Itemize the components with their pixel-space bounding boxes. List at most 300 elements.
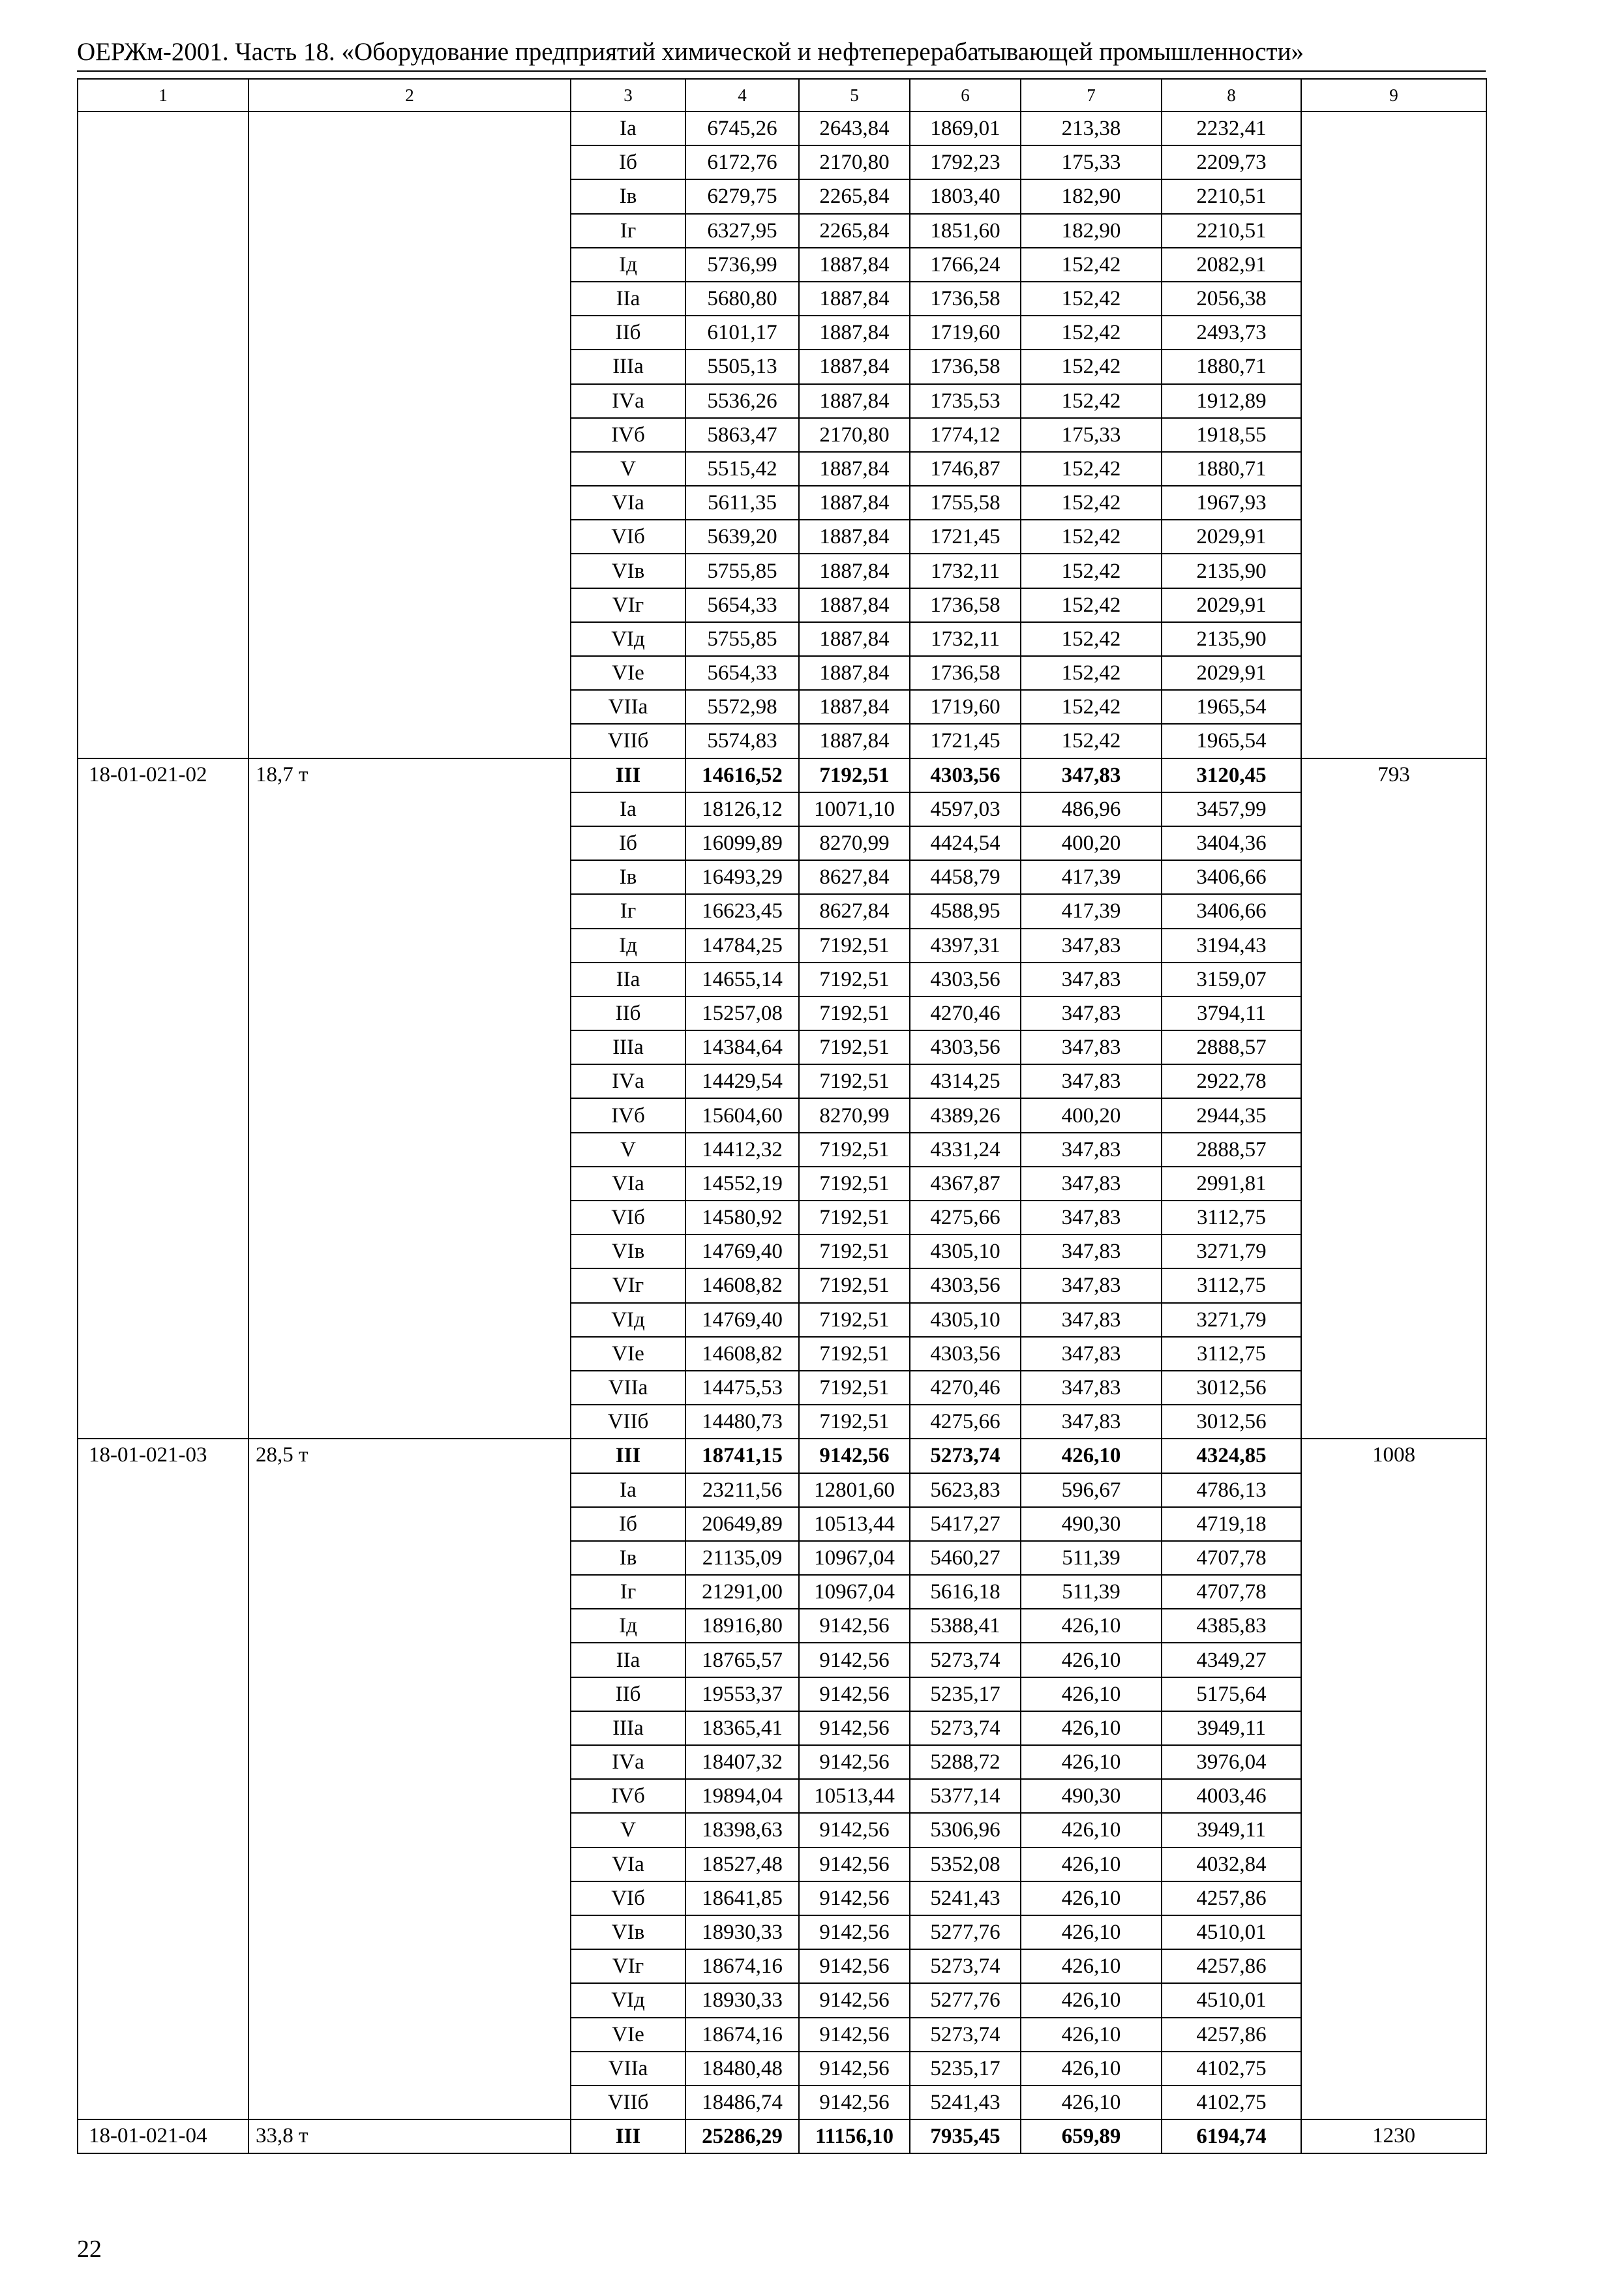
zone-cell: Iб bbox=[571, 145, 685, 179]
value-cell: 426,10 bbox=[1021, 1711, 1162, 1745]
value-cell: 4257,86 bbox=[1162, 1881, 1301, 1915]
value-cell: 10513,44 bbox=[799, 1779, 910, 1813]
zone-cell: Iв bbox=[571, 860, 685, 894]
value-cell: 2056,38 bbox=[1162, 282, 1301, 316]
zone-cell: VIб bbox=[571, 1201, 685, 1234]
column-number-row bbox=[78, 79, 1486, 112]
zone-cell: IIб bbox=[571, 316, 685, 350]
value-cell: 1851,60 bbox=[910, 214, 1021, 248]
value-cell: 5235,17 bbox=[910, 2052, 1021, 2086]
value-cell: 5273,74 bbox=[910, 1643, 1021, 1677]
value-cell: 1887,84 bbox=[799, 656, 910, 690]
item-mass-cell: 33,8 т bbox=[248, 2119, 571, 2153]
zone-cell: VIв bbox=[571, 1915, 685, 1949]
value-cell: 5388,41 bbox=[910, 1609, 1021, 1643]
zone-cell: IIа bbox=[571, 963, 685, 996]
value-cell: 14384,64 bbox=[685, 1030, 799, 1064]
value-cell: 486,96 bbox=[1021, 792, 1162, 826]
value-cell: 1887,84 bbox=[799, 282, 910, 316]
value-cell: 4032,84 bbox=[1162, 1848, 1301, 1881]
value-cell: 3112,75 bbox=[1162, 1337, 1301, 1371]
value-cell: 4275,66 bbox=[910, 1201, 1021, 1234]
value-cell: 15257,08 bbox=[685, 996, 799, 1030]
value-cell: 6194,74 bbox=[1162, 2119, 1301, 2153]
value-cell: 3406,66 bbox=[1162, 860, 1301, 894]
value-cell: 19894,04 bbox=[685, 1779, 799, 1813]
column-number: 9 bbox=[1301, 79, 1486, 112]
value-cell: 9142,56 bbox=[799, 1915, 910, 1949]
zone-cell: Iб bbox=[571, 1507, 685, 1541]
value-cell: 3159,07 bbox=[1162, 963, 1301, 996]
value-cell: 5277,76 bbox=[910, 1915, 1021, 1949]
value-cell: 2888,57 bbox=[1162, 1133, 1301, 1167]
value-cell: 152,42 bbox=[1021, 350, 1162, 383]
value-cell: 1965,54 bbox=[1162, 690, 1301, 724]
value-cell: 18480,48 bbox=[685, 2052, 799, 2086]
value-cell: 9142,56 bbox=[799, 1609, 910, 1643]
value-cell: 596,67 bbox=[1021, 1473, 1162, 1507]
value-cell: 182,90 bbox=[1021, 214, 1162, 248]
value-cell: 5572,98 bbox=[685, 690, 799, 724]
column-number: 8 bbox=[1162, 79, 1301, 112]
value-cell: 10967,04 bbox=[799, 1575, 910, 1609]
value-cell: 1735,53 bbox=[910, 384, 1021, 418]
value-cell: 5277,76 bbox=[910, 1983, 1021, 2017]
value-cell: 4707,78 bbox=[1162, 1541, 1301, 1575]
value-cell: 19553,37 bbox=[685, 1677, 799, 1711]
value-cell: 175,33 bbox=[1021, 418, 1162, 452]
value-cell: 5755,85 bbox=[685, 554, 799, 588]
value-cell: 10071,10 bbox=[799, 792, 910, 826]
value-cell: 1746,87 bbox=[910, 452, 1021, 486]
value-cell: 490,30 bbox=[1021, 1779, 1162, 1813]
value-cell: 5536,26 bbox=[685, 384, 799, 418]
value-cell: 1766,24 bbox=[910, 248, 1021, 282]
value-cell: 5235,17 bbox=[910, 1677, 1021, 1711]
value-cell: 5654,33 bbox=[685, 588, 799, 622]
value-cell: 18486,74 bbox=[685, 2086, 799, 2119]
value-cell: 426,10 bbox=[1021, 1745, 1162, 1779]
zone-cell: V bbox=[571, 1133, 685, 1167]
value-cell: 4275,66 bbox=[910, 1405, 1021, 1439]
value-cell: 152,42 bbox=[1021, 554, 1162, 588]
value-cell: 426,10 bbox=[1021, 1813, 1162, 1847]
value-cell: 4367,87 bbox=[910, 1167, 1021, 1201]
value-cell: 9142,56 bbox=[799, 1745, 910, 1779]
value-cell: 7192,51 bbox=[799, 996, 910, 1030]
value-cell: 347,83 bbox=[1021, 1337, 1162, 1371]
zone-cell: IVб bbox=[571, 418, 685, 452]
value-cell: 347,83 bbox=[1021, 1234, 1162, 1268]
value-cell: 10967,04 bbox=[799, 1541, 910, 1575]
value-cell: 3949,11 bbox=[1162, 1813, 1301, 1847]
value-cell: 426,10 bbox=[1021, 2052, 1162, 2086]
value-cell: 426,10 bbox=[1021, 1848, 1162, 1881]
value-cell: 1912,89 bbox=[1162, 384, 1301, 418]
zone-cell: VIв bbox=[571, 1234, 685, 1268]
value-cell: 18765,57 bbox=[685, 1643, 799, 1677]
value-cell: 1887,84 bbox=[799, 724, 910, 758]
column-number: 7 bbox=[1021, 79, 1162, 112]
value-cell: 2082,91 bbox=[1162, 248, 1301, 282]
zone-cell: III bbox=[571, 2119, 685, 2153]
value-cell: 2922,78 bbox=[1162, 1064, 1301, 1098]
value-cell: 400,20 bbox=[1021, 826, 1162, 860]
value-cell: 4597,03 bbox=[910, 792, 1021, 826]
item-code-cell: 18-01-021-04 bbox=[78, 2119, 248, 2153]
value-cell: 18641,85 bbox=[685, 1881, 799, 1915]
zone-cell: VIIа bbox=[571, 690, 685, 724]
zone-cell: VIIб bbox=[571, 2086, 685, 2119]
value-cell: 4303,56 bbox=[910, 1030, 1021, 1064]
value-cell: 3976,04 bbox=[1162, 1745, 1301, 1779]
zone-cell: Iд bbox=[571, 248, 685, 282]
value-cell: 3794,11 bbox=[1162, 996, 1301, 1030]
value-cell: 1736,58 bbox=[910, 588, 1021, 622]
value-cell: 2991,81 bbox=[1162, 1167, 1301, 1201]
zone-cell: IIIа bbox=[571, 1030, 685, 1064]
zone-cell: VIг bbox=[571, 1268, 685, 1302]
value-cell: 347,83 bbox=[1021, 1167, 1162, 1201]
zone-cell: IVб bbox=[571, 1779, 685, 1813]
value-cell: 1967,93 bbox=[1162, 486, 1301, 520]
value-cell: 2210,51 bbox=[1162, 179, 1301, 213]
value-cell: 4303,56 bbox=[910, 1337, 1021, 1371]
value-cell: 6172,76 bbox=[685, 145, 799, 179]
value-cell: 14580,92 bbox=[685, 1201, 799, 1234]
value-cell: 2232,41 bbox=[1162, 112, 1301, 145]
value-cell: 18930,33 bbox=[685, 1983, 799, 2017]
value-cell: 2029,91 bbox=[1162, 588, 1301, 622]
value-cell: 2029,91 bbox=[1162, 520, 1301, 554]
value-cell: 18674,16 bbox=[685, 1949, 799, 1983]
value-cell: 152,42 bbox=[1021, 622, 1162, 656]
value-cell: 1887,84 bbox=[799, 248, 910, 282]
value-cell: 152,42 bbox=[1021, 384, 1162, 418]
column-number: 5 bbox=[799, 79, 910, 112]
value-cell: 347,83 bbox=[1021, 929, 1162, 963]
item-code-cell bbox=[78, 112, 248, 758]
value-cell: 14769,40 bbox=[685, 1234, 799, 1268]
value-cell: 3457,99 bbox=[1162, 792, 1301, 826]
zone-cell: IVб bbox=[571, 1098, 685, 1132]
zone-cell: VIд bbox=[571, 1303, 685, 1337]
value-cell: 7192,51 bbox=[799, 1405, 910, 1439]
value-cell: 4424,54 bbox=[910, 826, 1021, 860]
value-cell: 9142,56 bbox=[799, 2086, 910, 2119]
value-cell: 2643,84 bbox=[799, 112, 910, 145]
zone-cell: VIв bbox=[571, 554, 685, 588]
value-cell: 21135,09 bbox=[685, 1541, 799, 1575]
column9-cell: 793 bbox=[1301, 758, 1486, 1439]
value-cell: 5755,85 bbox=[685, 622, 799, 656]
value-cell: 426,10 bbox=[1021, 1677, 1162, 1711]
column9-cell: 1230 bbox=[1301, 2119, 1486, 2153]
value-cell: 4458,79 bbox=[910, 860, 1021, 894]
value-cell: 400,20 bbox=[1021, 1098, 1162, 1132]
price-table-body bbox=[78, 79, 1486, 2153]
value-cell: 152,42 bbox=[1021, 316, 1162, 350]
value-cell: 4786,13 bbox=[1162, 1473, 1301, 1507]
value-cell: 426,10 bbox=[1021, 1915, 1162, 1949]
value-cell: 1774,12 bbox=[910, 418, 1021, 452]
value-cell: 15604,60 bbox=[685, 1098, 799, 1132]
value-cell: 1887,84 bbox=[799, 486, 910, 520]
value-cell: 1736,58 bbox=[910, 350, 1021, 383]
value-cell: 152,42 bbox=[1021, 588, 1162, 622]
value-cell: 5273,74 bbox=[910, 1949, 1021, 1983]
zone-cell: IVа bbox=[571, 1745, 685, 1779]
value-cell: 5273,74 bbox=[910, 1439, 1021, 1473]
value-cell: 2265,84 bbox=[799, 214, 910, 248]
zone-cell: IIб bbox=[571, 996, 685, 1030]
value-cell: 4305,10 bbox=[910, 1303, 1021, 1337]
value-cell: 3406,66 bbox=[1162, 894, 1301, 928]
value-cell: 417,39 bbox=[1021, 860, 1162, 894]
value-cell: 426,10 bbox=[1021, 1643, 1162, 1677]
value-cell: 2170,80 bbox=[799, 418, 910, 452]
value-cell: 14552,19 bbox=[685, 1167, 799, 1201]
value-cell: 1918,55 bbox=[1162, 418, 1301, 452]
value-cell: 5680,80 bbox=[685, 282, 799, 316]
value-cell: 347,83 bbox=[1021, 963, 1162, 996]
table-row bbox=[78, 758, 1486, 792]
value-cell: 3271,79 bbox=[1162, 1234, 1301, 1268]
zone-cell: Iа bbox=[571, 1473, 685, 1507]
value-cell: 9142,56 bbox=[799, 2018, 910, 2052]
item-code-cell: 18-01-021-02 bbox=[78, 758, 248, 1439]
value-cell: 213,38 bbox=[1021, 112, 1162, 145]
value-cell: 11156,10 bbox=[799, 2119, 910, 2153]
value-cell: 1887,84 bbox=[799, 452, 910, 486]
value-cell: 2888,57 bbox=[1162, 1030, 1301, 1064]
value-cell: 426,10 bbox=[1021, 1983, 1162, 2017]
value-cell: 4314,25 bbox=[910, 1064, 1021, 1098]
value-cell: 1869,01 bbox=[910, 112, 1021, 145]
zone-cell: VIб bbox=[571, 520, 685, 554]
value-cell: 1732,11 bbox=[910, 622, 1021, 656]
value-cell: 7192,51 bbox=[799, 1133, 910, 1167]
value-cell: 3012,56 bbox=[1162, 1371, 1301, 1405]
table-row bbox=[78, 2119, 1486, 2153]
value-cell: 152,42 bbox=[1021, 248, 1162, 282]
zone-cell: IIа bbox=[571, 1643, 685, 1677]
item-code-cell: 18-01-021-03 bbox=[78, 1439, 248, 2119]
value-cell: 4331,24 bbox=[910, 1133, 1021, 1167]
value-cell: 2944,35 bbox=[1162, 1098, 1301, 1132]
value-cell: 4257,86 bbox=[1162, 1949, 1301, 1983]
value-cell: 6745,26 bbox=[685, 112, 799, 145]
value-cell: 426,10 bbox=[1021, 2018, 1162, 2052]
value-cell: 4270,46 bbox=[910, 996, 1021, 1030]
value-cell: 6279,75 bbox=[685, 179, 799, 213]
value-cell: 4707,78 bbox=[1162, 1575, 1301, 1609]
value-cell: 4349,27 bbox=[1162, 1643, 1301, 1677]
price-table bbox=[77, 78, 1487, 2154]
value-cell: 14608,82 bbox=[685, 1268, 799, 1302]
value-cell: 7192,51 bbox=[799, 963, 910, 996]
zone-cell: VIд bbox=[571, 1983, 685, 2017]
value-cell: 426,10 bbox=[1021, 1881, 1162, 1915]
value-cell: 1887,84 bbox=[799, 384, 910, 418]
value-cell: 14616,52 bbox=[685, 758, 799, 792]
value-cell: 1887,84 bbox=[799, 554, 910, 588]
value-cell: 1887,84 bbox=[799, 588, 910, 622]
value-cell: 152,42 bbox=[1021, 452, 1162, 486]
value-cell: 5175,64 bbox=[1162, 1677, 1301, 1711]
column9-cell bbox=[1301, 112, 1486, 758]
value-cell: 5654,33 bbox=[685, 656, 799, 690]
value-cell: 5241,43 bbox=[910, 1881, 1021, 1915]
item-mass-cell: 28,5 т bbox=[248, 1439, 571, 2119]
value-cell: 1887,84 bbox=[799, 690, 910, 724]
value-cell: 511,39 bbox=[1021, 1541, 1162, 1575]
value-cell: 14412,32 bbox=[685, 1133, 799, 1167]
value-cell: 14480,73 bbox=[685, 1405, 799, 1439]
value-cell: 5574,83 bbox=[685, 724, 799, 758]
value-cell: 4270,46 bbox=[910, 1371, 1021, 1405]
value-cell: 152,42 bbox=[1021, 486, 1162, 520]
value-cell: 1887,84 bbox=[799, 520, 910, 554]
value-cell: 152,42 bbox=[1021, 724, 1162, 758]
value-cell: 2170,80 bbox=[799, 145, 910, 179]
value-cell: 1732,11 bbox=[910, 554, 1021, 588]
value-cell: 1803,40 bbox=[910, 179, 1021, 213]
value-cell: 14655,14 bbox=[685, 963, 799, 996]
value-cell: 4303,56 bbox=[910, 758, 1021, 792]
value-cell: 4257,86 bbox=[1162, 2018, 1301, 2052]
page-number: 22 bbox=[77, 2236, 102, 2263]
value-cell: 5623,83 bbox=[910, 1473, 1021, 1507]
zone-cell: VIд bbox=[571, 622, 685, 656]
value-cell: 5505,13 bbox=[685, 350, 799, 383]
value-cell: 417,39 bbox=[1021, 894, 1162, 928]
value-cell: 4389,26 bbox=[910, 1098, 1021, 1132]
zone-cell: VIIб bbox=[571, 1405, 685, 1439]
value-cell: 7192,51 bbox=[799, 758, 910, 792]
value-cell: 4510,01 bbox=[1162, 1915, 1301, 1949]
value-cell: 347,83 bbox=[1021, 1201, 1162, 1234]
value-cell: 18916,80 bbox=[685, 1609, 799, 1643]
value-cell: 5241,43 bbox=[910, 2086, 1021, 2119]
value-cell: 1755,58 bbox=[910, 486, 1021, 520]
value-cell: 4588,95 bbox=[910, 894, 1021, 928]
zone-cell: Iб bbox=[571, 826, 685, 860]
value-cell: 7192,51 bbox=[799, 1234, 910, 1268]
value-cell: 7192,51 bbox=[799, 1030, 910, 1064]
value-cell: 1887,84 bbox=[799, 350, 910, 383]
zone-cell: VIIа bbox=[571, 2052, 685, 2086]
zone-cell: IIIа bbox=[571, 1711, 685, 1745]
value-cell: 9142,56 bbox=[799, 1848, 910, 1881]
value-cell: 1792,23 bbox=[910, 145, 1021, 179]
value-cell: 9142,56 bbox=[799, 1439, 910, 1473]
value-cell: 6101,17 bbox=[685, 316, 799, 350]
zone-cell: IVа bbox=[571, 1064, 685, 1098]
zone-cell: III bbox=[571, 758, 685, 792]
price-table-container bbox=[77, 78, 1486, 2154]
item-mass-cell: 18,7 т bbox=[248, 758, 571, 1439]
zone-cell: VIг bbox=[571, 1949, 685, 1983]
value-cell: 9142,56 bbox=[799, 1643, 910, 1677]
value-cell: 7192,51 bbox=[799, 929, 910, 963]
value-cell: 18126,12 bbox=[685, 792, 799, 826]
value-cell: 7192,51 bbox=[799, 1064, 910, 1098]
value-cell: 9142,56 bbox=[799, 2052, 910, 2086]
value-cell: 152,42 bbox=[1021, 690, 1162, 724]
value-cell: 347,83 bbox=[1021, 1371, 1162, 1405]
zone-cell: IIа bbox=[571, 282, 685, 316]
value-cell: 3949,11 bbox=[1162, 1711, 1301, 1745]
value-cell: 14784,25 bbox=[685, 929, 799, 963]
zone-cell: Iв bbox=[571, 179, 685, 213]
value-cell: 5306,96 bbox=[910, 1813, 1021, 1847]
value-cell: 4324,85 bbox=[1162, 1439, 1301, 1473]
zone-cell: VIа bbox=[571, 486, 685, 520]
value-cell: 347,83 bbox=[1021, 1405, 1162, 1439]
zone-cell: VIа bbox=[571, 1167, 685, 1201]
value-cell: 152,42 bbox=[1021, 282, 1162, 316]
running-header: ОЕРЖм-2001. Часть 18. «Оборудование предприятий химической и нефтеперерабатывающей промышленности» bbox=[77, 38, 1304, 66]
value-cell: 182,90 bbox=[1021, 179, 1162, 213]
value-cell: 347,83 bbox=[1021, 1030, 1162, 1064]
value-cell: 426,10 bbox=[1021, 2086, 1162, 2119]
value-cell: 1719,60 bbox=[910, 690, 1021, 724]
value-cell: 9142,56 bbox=[799, 1881, 910, 1915]
value-cell: 3194,43 bbox=[1162, 929, 1301, 963]
value-cell: 1736,58 bbox=[910, 656, 1021, 690]
zone-cell: Iв bbox=[571, 1541, 685, 1575]
value-cell: 347,83 bbox=[1021, 996, 1162, 1030]
value-cell: 1719,60 bbox=[910, 316, 1021, 350]
value-cell: 9142,56 bbox=[799, 1983, 910, 2017]
value-cell: 4719,18 bbox=[1162, 1507, 1301, 1541]
value-cell: 1736,58 bbox=[910, 282, 1021, 316]
value-cell: 7192,51 bbox=[799, 1268, 910, 1302]
value-cell: 2135,90 bbox=[1162, 622, 1301, 656]
zone-cell: VIе bbox=[571, 656, 685, 690]
value-cell: 5460,27 bbox=[910, 1541, 1021, 1575]
value-cell: 4003,46 bbox=[1162, 1779, 1301, 1813]
value-cell: 21291,00 bbox=[685, 1575, 799, 1609]
value-cell: 5639,20 bbox=[685, 520, 799, 554]
zone-cell: Iг bbox=[571, 214, 685, 248]
column-number: 6 bbox=[910, 79, 1021, 112]
value-cell: 6327,95 bbox=[685, 214, 799, 248]
column-number: 2 bbox=[248, 79, 571, 112]
item-mass-cell bbox=[248, 112, 571, 758]
value-cell: 426,10 bbox=[1021, 1949, 1162, 1983]
zone-cell: VIб bbox=[571, 1881, 685, 1915]
value-cell: 1880,71 bbox=[1162, 452, 1301, 486]
value-cell: 4102,75 bbox=[1162, 2086, 1301, 2119]
value-cell: 3120,45 bbox=[1162, 758, 1301, 792]
value-cell: 1965,54 bbox=[1162, 724, 1301, 758]
zone-cell: VIа bbox=[571, 1848, 685, 1881]
zone-cell: VIIа bbox=[571, 1371, 685, 1405]
value-cell: 347,83 bbox=[1021, 758, 1162, 792]
value-cell: 490,30 bbox=[1021, 1507, 1162, 1541]
value-cell: 18365,41 bbox=[685, 1711, 799, 1745]
value-cell: 2135,90 bbox=[1162, 554, 1301, 588]
value-cell: 5288,72 bbox=[910, 1745, 1021, 1779]
zone-cell: VIе bbox=[571, 2018, 685, 2052]
value-cell: 4303,56 bbox=[910, 963, 1021, 996]
value-cell: 12801,60 bbox=[799, 1473, 910, 1507]
value-cell: 4303,56 bbox=[910, 1268, 1021, 1302]
value-cell: 5515,42 bbox=[685, 452, 799, 486]
value-cell: 347,83 bbox=[1021, 1268, 1162, 1302]
